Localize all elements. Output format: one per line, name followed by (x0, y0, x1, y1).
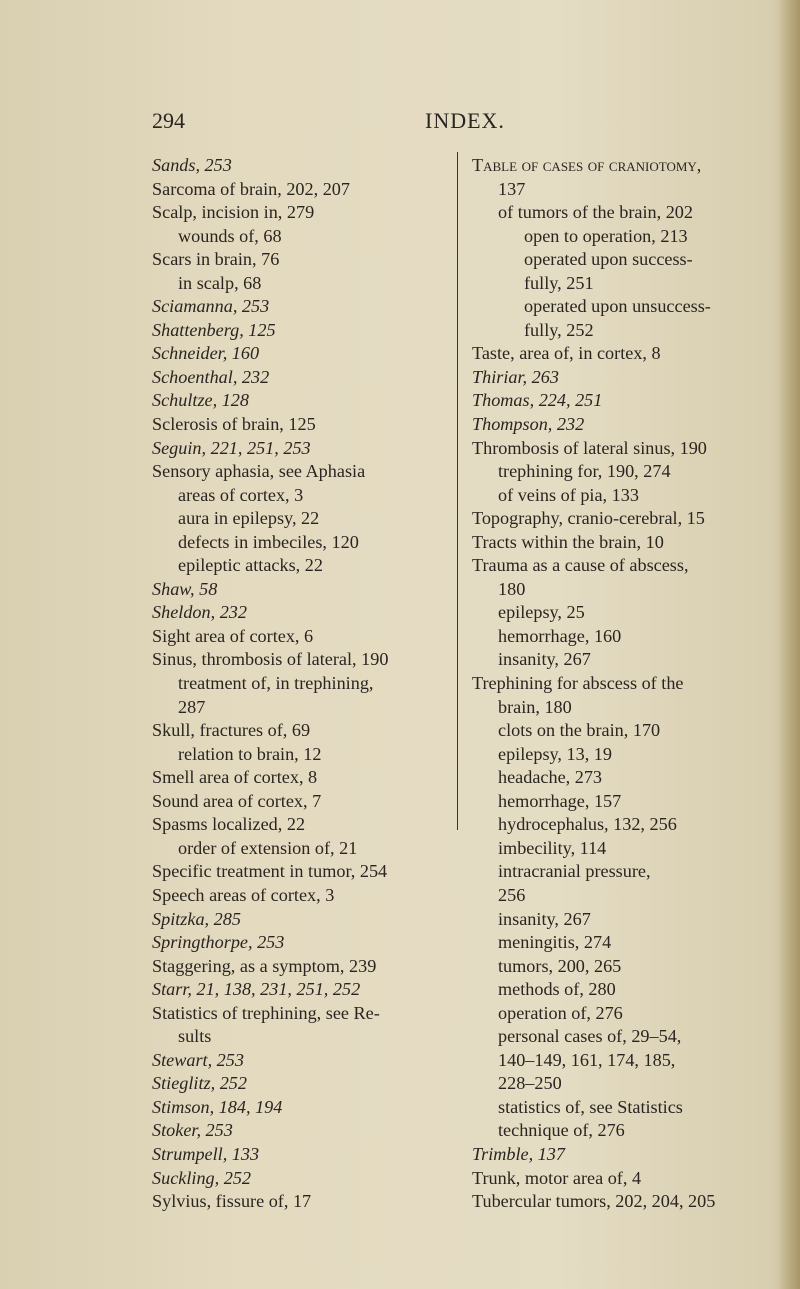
index-entry: Statistics of trephining, see Re- (152, 1002, 380, 1023)
index-entry: Sclerosis of brain, 125 (152, 414, 316, 435)
index-entry: trephining for, 190, 274 (498, 461, 671, 482)
index-entry: Spasms localized, 22 (152, 814, 306, 835)
index-entry: fully, 251 (524, 272, 594, 293)
index-entry: personal cases of, 29–54, (498, 1026, 682, 1047)
index-entry: Scars in brain, 76 (152, 249, 280, 270)
index-entry: of tumors of the brain, 202 (498, 202, 693, 223)
index-entry: clots on the brain, 170 (498, 720, 661, 741)
index-entry: sults (178, 1026, 212, 1047)
index-entry: Springthorpe, 253 (152, 932, 285, 953)
index-entry: Shaw, 58 (152, 578, 218, 599)
index-entry: Table of cases of craniotomy, (472, 155, 702, 175)
index-entry: insanity, 267 (498, 649, 591, 670)
page-header (0, 108, 800, 138)
index-entry: headache, 273 (498, 767, 603, 788)
index-column-right (472, 154, 782, 1214)
index-entry: 256 (498, 884, 526, 905)
index-entry: Skull, fractures of, 69 (152, 720, 311, 741)
index-entry: brain, 180 (498, 696, 572, 717)
index-entry: Thiriar, 263 (472, 366, 559, 387)
index-entry: fully, 252 (524, 319, 594, 340)
index-entry: Sinus, thrombosis of lateral, 190 (152, 649, 389, 670)
index-entry: areas of cortex, 3 (178, 484, 304, 505)
index-entry: Sands, 253 (152, 155, 232, 175)
index-entry: imbecility, 114 (498, 837, 607, 858)
index-entry: Stewart, 253 (152, 1049, 244, 1070)
index-entry: epileptic attacks, 22 (178, 555, 323, 576)
index-entry: Schoenthal, 232 (152, 366, 270, 387)
index-entry: defects in imbeciles, 120 (178, 531, 359, 552)
index-entry: Trimble, 137 (472, 1143, 565, 1164)
index-entry: 140–149, 161, 174, 185, (498, 1049, 676, 1070)
index-entry: Sylvius, fissure of, 17 (152, 1191, 312, 1212)
index-entry: Stieglitz, 252 (152, 1073, 247, 1094)
index-entry: in scalp, 68 (178, 272, 262, 293)
index-entry: Sarcoma of brain, 202, 207 (152, 178, 350, 199)
index-entry: operated upon success- (524, 249, 693, 270)
index-entry: Seguin, 221, 251, 253 (152, 437, 311, 458)
index-entry: Schultze, 128 (152, 390, 249, 411)
index-entry: epilepsy, 25 (498, 602, 585, 623)
index-entry: Speech areas of cortex, 3 (152, 884, 335, 905)
index-entry: Tracts within the brain, 10 (472, 531, 664, 552)
index-entry: meningitis, 274 (498, 932, 612, 953)
column-divider (457, 152, 458, 830)
index-entry: treatment of, in trephining, (178, 673, 374, 694)
index-entry: hemorrhage, 157 (498, 790, 622, 811)
index-entry: insanity, 267 (498, 908, 591, 929)
index-entry: 137 (498, 178, 526, 199)
index-entry: methods of, 280 (498, 979, 616, 1000)
index-entry: aura in epilepsy, 22 (178, 508, 320, 529)
index-entry: Shattenberg, 125 (152, 319, 276, 340)
index-entry: Schneider, 160 (152, 343, 260, 364)
index-entry: Thompson, 232 (472, 414, 585, 435)
index-entry: operation of, 276 (498, 1002, 623, 1023)
index-entry: Specific treatment in tumor, 254 (152, 861, 388, 882)
index-entry: operated upon unsuccess- (524, 296, 711, 317)
index-entry: Sheldon, 232 (152, 602, 247, 623)
index-entry: Thrombosis of lateral sinus, 190 (472, 437, 707, 458)
index-entry: wounds of, 68 (178, 225, 282, 246)
index-entry: 180 (498, 578, 526, 599)
index-column-left (152, 154, 452, 1214)
running-head: INDEX. (425, 108, 505, 133)
index-entry: hydrocephalus, 132, 256 (498, 814, 677, 835)
index-entry: technique of, 276 (498, 1120, 625, 1141)
index-entry: Strumpell, 133 (152, 1143, 260, 1164)
index-entry: Sciamanna, 253 (152, 296, 270, 317)
index-entry: Trauma as a cause of abscess, (472, 555, 689, 576)
index-entry: Topography, cranio-cerebral, 15 (472, 508, 705, 529)
index-entry: statistics of, see Statistics (498, 1096, 683, 1117)
index-entry: Stoker, 253 (152, 1120, 233, 1141)
index-entry: Tubercular tumors, 202, 204, 205 (472, 1191, 716, 1212)
index-entry: Scalp, incision in, 279 (152, 202, 315, 223)
index-entry: Smell area of cortex, 8 (152, 767, 318, 788)
index-entry: intracranial pressure, (498, 861, 651, 882)
index-entry: order of extension of, 21 (178, 837, 358, 858)
index-entry: open to operation, 213 (524, 225, 688, 246)
index-entry: Staggering, as a symptom, 239 (152, 955, 377, 976)
index-entry: Sight area of cortex, 6 (152, 625, 314, 646)
page-number: 294 (152, 108, 185, 133)
index-entry: relation to brain, 12 (178, 743, 322, 764)
index-entry: Trephining for abscess of the (472, 673, 684, 694)
index-entry: Taste, area of, in cortex, 8 (472, 343, 661, 364)
index-entry: Sound area of cortex, 7 (152, 790, 322, 811)
index-entry: epilepsy, 13, 19 (498, 743, 612, 764)
index-entry: 287 (178, 696, 206, 717)
index-entry: Sensory aphasia, see Aphasia (152, 461, 366, 482)
index-entry: Stimson, 184, 194 (152, 1096, 283, 1117)
index-entry: hemorrhage, 160 (498, 625, 622, 646)
index-entry: of veins of pia, 133 (498, 484, 639, 505)
index-entry: Thomas, 224, 251 (472, 390, 603, 411)
index-entry: Suckling, 252 (152, 1167, 252, 1188)
index-entry: Starr, 21, 138, 231, 251, 252 (152, 979, 361, 1000)
index-entry: Spitzka, 285 (152, 908, 241, 929)
index-entry: 228–250 (498, 1073, 562, 1094)
index-entry: Trunk, motor area of, 4 (472, 1167, 642, 1188)
index-entry: tumors, 200, 265 (498, 955, 622, 976)
